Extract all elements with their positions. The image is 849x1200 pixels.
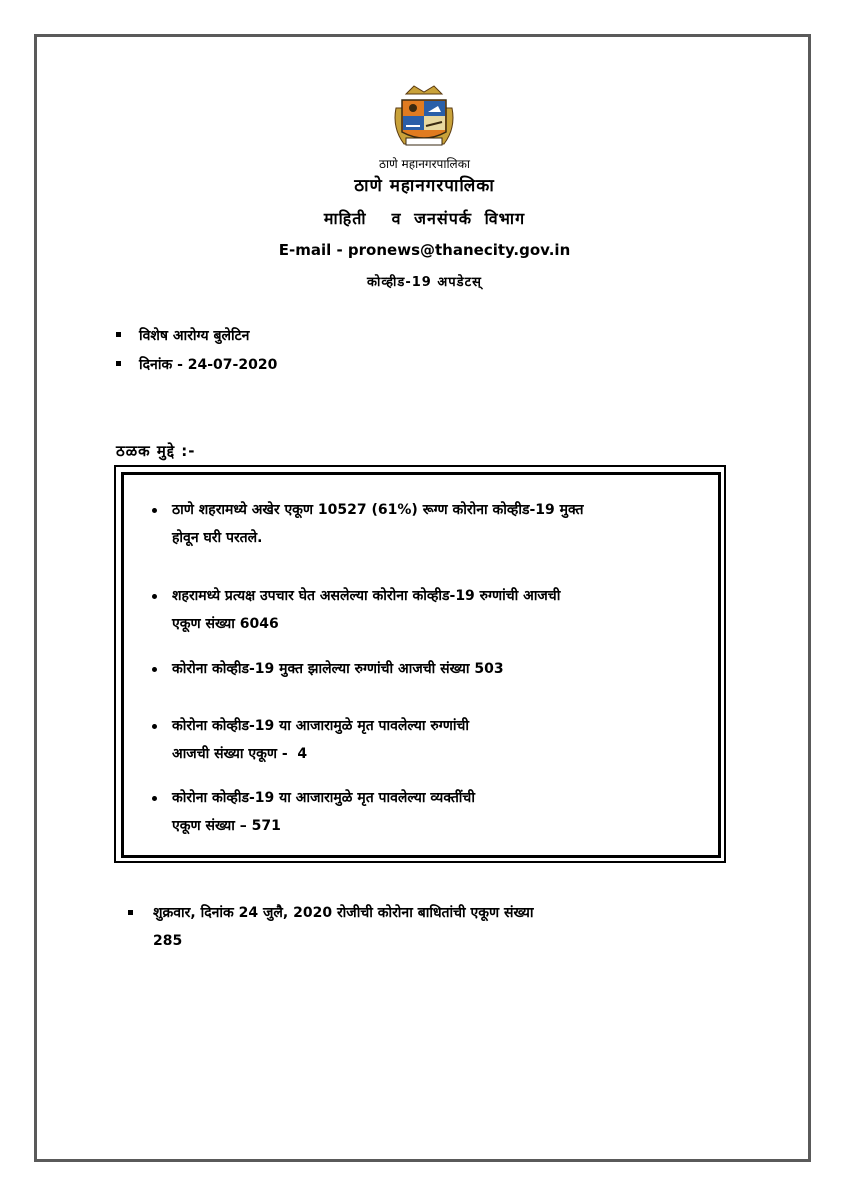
highlight-text: एकूण संख्या 6046 (172, 616, 279, 632)
department-title: माहिती व जनसंपर्क विभाग (323, 209, 526, 228)
highlight-item-deaths-today (172, 712, 469, 768)
date-line (116, 355, 277, 374)
thane-municipal-emblem (386, 78, 462, 154)
summary-count: 285 (153, 933, 183, 949)
highlight-item-active-cases (172, 582, 560, 638)
bulletin-type-line (116, 326, 249, 345)
highlight-text: कोरोना कोव्हीड-19 या आजारामुळे मृत पावलेल्या व्यक्तींची (172, 790, 475, 806)
bullet-dot-icon (152, 667, 157, 672)
square-bullet-icon (116, 361, 121, 366)
highlight-item-deaths-total (172, 784, 475, 840)
square-bullet-icon (116, 332, 121, 337)
bullet-dot-icon (152, 594, 157, 599)
highlights-box (114, 465, 726, 863)
highlight-text: शहरामध्ये प्रत्यक्ष उपचार घेत असलेल्या कोरोना कोव्हीड-19 रुग्णांची आजची (172, 588, 561, 604)
email-line: E-mail - pronews@thanecity.gov.in (278, 241, 571, 259)
daily-cases-summary (128, 899, 688, 955)
highlight-text: आजची संख्या एकूण - 4 (172, 746, 308, 762)
highlight-text: कोरोना कोव्हीड-19 मुक्त झालेल्या रुग्णांची आजची संख्या 503 (172, 661, 504, 677)
highlight-text: होवून घरी परतले. (172, 530, 263, 546)
summary-text: शुक्रवार, दिनांक 24 जुलै, 2020 रोजीची कोरोना बाधितांची एकूण संख्या (153, 905, 534, 921)
bullet-dot-icon (152, 724, 157, 729)
highlight-text: कोरोना कोव्हीड-19 या आजारामुळे मृत पावलेल्या रुग्णांची (172, 718, 469, 734)
organization-title: ठाणे महानगरपालिका (354, 176, 495, 196)
bullet-dot-icon (152, 508, 157, 513)
highlight-item-recovered-today (172, 655, 504, 683)
bulletin-date: दिनांक - 24-07-2020 (139, 357, 278, 373)
highlights-heading: ठळक मुद्दे :- (116, 442, 196, 460)
highlight-item-recovered-total (172, 496, 584, 552)
emblem-caption: ठाणे महानगरपालिका (378, 157, 471, 171)
bulletin-type: विशेष आरोग्य बुलेटिन (139, 328, 250, 344)
bullet-dot-icon (152, 796, 157, 801)
highlight-text: ठाणे शहरामध्ये अखेर एकूण 10527 (61%) रूग्ण कोरोना कोव्हीड-19 मुक्त (172, 502, 584, 518)
subject-title: कोव्हीड-19 अपडेटस् (367, 275, 482, 290)
highlight-text: एकूण संख्या – 571 (172, 818, 281, 834)
square-bullet-icon (128, 910, 133, 915)
